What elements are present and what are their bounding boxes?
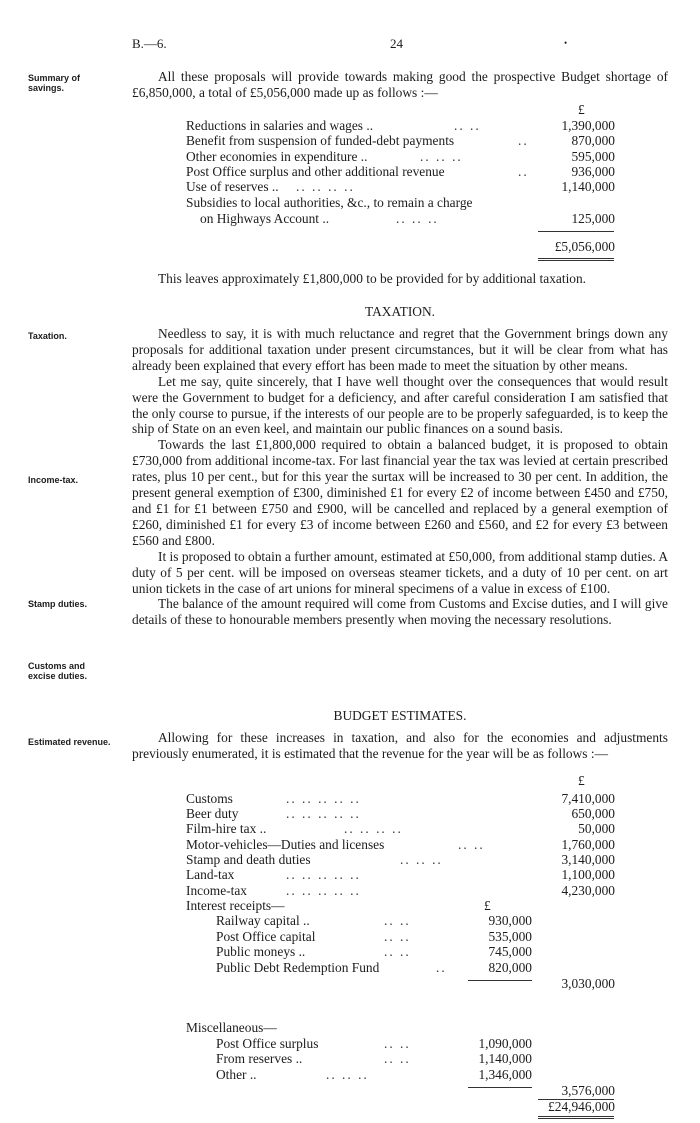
savings-unit: £: [578, 102, 585, 117]
misc-subtotal-rule: [468, 1087, 532, 1088]
paragraph-2: Let me say, quite sincerely, that I have well thought over the consequences that would result were the Government to budget for a deficiency, and after careful consideration I am satisfied that the only course to pursue, if the interests of our people are to be properly safeguarded, is to keep the ship of State on an even keel, and maintain our public finances on a sound basis.: [132, 373, 668, 437]
leaves-section: [132, 271, 668, 287]
interest-label: Interest receipts—: [186, 898, 285, 913]
savings-subtotal-rule: [538, 231, 614, 232]
margin-note-summary: Summary of savings.: [28, 73, 81, 93]
document-page: B.—6. 24 • Summary of savings. Taxation. Income-tax. Stamp duties. Customs and excise duties. Estimated revenue. All these proposals will provide towards making good the prospective Budget shortage of £6,850,000, a total of £5,056,000 made up as follows :— £ Reductions in salaries and wages .. .. .. 1,390,000 Benefit from suspension of funded-debt payments .. 870,000 Other economies in expenditure .. .. .. .. 595,000 Post Office surplus and other additional revenue .. 936,000 Use of reserves .. .. .. .. .. 1,140,000 Subsidies to local authorities, &c., to remain a charge on Highways Account .. .. .. .. 125,000 £5,056,000 This leaves approximately £1,800,000 to be provided for by additional taxation. TAXATION. Needless to say, it is with much reluctance and regret that the Government brings down any proposals for additional taxation under present circumstances, but it will be clear from what has already been explained that every effort has been made to meet the situation by other means. Let me say, quite sincerely, that I have well thought over the consequences that would result were the Government to budget for a deficiency, and after careful consideration I am satisfied that the only course to pursue, if the interests of our people are to be properly safeguarded, is to keep the ship of State on an even keel, and maintain our public finances on a sound basis. Towards the last £1,800,000 required to obtain a balanced budget, it is proposed to obtain £730,000 from additional income-tax. For last financial year the tax was levied at certain prescribed rates, plus 10 per cent., but for this year the surtax will be increased to 30 per cent. In addition, the present general exemption of £300, diminished £1 for every £2 of income between £450 and £750, and £1 for £1 between £750 and £900, will be cancelled and replaced by a general exemption of £260, diminished £1 for every £3 of income between £260 and £560, and £2 for every £3 between £560 and £800. It is proposed to obtain a further amount, estimated at £50,000, from additional stamp duties. A duty of 5 per cent. will be imposed on overseas steamer tickets, and a duty of 10 per cent. on art union tickets in the case of art unions for mineral specimens of a value in excess of £100. The balance of the amount required will come from Customs and Excise duties, and I will give details of these to honourable members presently when moving the necessary resolutions. BUDGET ESTIMATES. Allowing for these increases in taxation, and also for the economies and adjustments previously enumerated, it is estimated that the revenue for the year will be as follows :— £ Customs .. .. .. .. .. 7,410,000 Beer duty .. .. .. .. .. 650,000 Film-hire tax .. .. .. .. .. 50,000 Motor-vehicles—Duties and licenses .. .. 1,760,000 Stamp and death duties .. .. .. 3,140,000 Land-tax .. .. .. .. .. 1,100,000 Income-tax .. .. .. .. .. 4,230,000 Interest receipts— £ Railway capital .. .. .. 930,000 Post Office capital .. .. 535,000 Public moneys .. .. .. 745,000 Public Debt Redemption Fund .. 820,000 3,030,000 Miscellaneous— Post Office surplus .. .. 1,090,000 From reserves .. .. .. 1,140,000 Other .. .. .. .. 1,346,000 3,576,000 £24,946,000: [0, 0, 700, 1123]
document-reference: B.—6.: [132, 36, 167, 51]
paragraph-1: Needless to say, it is with much reluctance and regret that the Government brings down any proposals for additional taxation under present circumstances, but it will be clear from what has already been explained that every effort has been made to meet the situation by other means.: [132, 326, 668, 373]
taxation-body: [132, 326, 668, 628]
margin-note-taxation: Taxation.: [28, 331, 67, 341]
margin-note-income-tax: Income-tax.: [28, 475, 79, 485]
revenue-total-rule: [538, 1116, 614, 1119]
revenue-total: £24,946,000: [548, 1099, 615, 1114]
misc-subtotal: 3,576,000: [561, 1083, 615, 1098]
interest-unit: £: [484, 898, 491, 913]
intro-section: [132, 69, 668, 101]
savings-total-rule: [538, 258, 614, 261]
taxation-heading: TAXATION.: [365, 304, 435, 319]
misc-label: Miscellaneous—: [186, 1020, 277, 1035]
interest-subtotal-rule: [468, 980, 532, 981]
margin-note-customs: Customs and excise duties.: [28, 661, 88, 681]
interest-subtotal: 3,030,000: [561, 976, 615, 991]
budget-intro-section: [132, 730, 668, 762]
margin-note-stamp-duties: Stamp duties.: [28, 599, 88, 609]
intro-paragraph: All these proposals will provide towards making good the prospective Budget shortage of £6,850,000, a total of £5,056,000 made up as follows :—: [132, 69, 668, 100]
savings-total: £5,056,000: [554, 239, 615, 254]
budget-intro: Allowing for these increases in taxation, and also for the economies and adjustments previously enumerated, it is estimated that the revenue for the year will be as follows :—: [132, 730, 668, 761]
revenue-unit: £: [578, 773, 585, 788]
leaves-paragraph: This leaves approximately £1,800,000 to be provided for by additional taxation.: [158, 271, 587, 286]
page-number: 24: [390, 36, 403, 51]
budget-heading: BUDGET ESTIMATES.: [333, 708, 467, 723]
paragraph-3: Towards the last £1,800,000 required to obtain a balanced budget, it is proposed to obtain £730,000 from additional income-tax. For last financial year the tax was levied at certain prescribed rates, plus 10 per cent., but for this year the surtax will be increased to 30 per cent. In addition, the present general exemption of £300, diminished £1 for every £2 of income between £450 and £750, and £1 for £1 between £750 and £900, will be cancelled and replaced by a general exemption of £260, diminished £1 for every £3 of income between £260 and £560, and £2 for every £3 between £560 and £800.: [132, 437, 668, 548]
margin-note-estimated-revenue: Estimated revenue.: [28, 737, 111, 747]
print-mark: •: [564, 38, 568, 48]
paragraph-5: The balance of the amount required will come from Customs and Excise duties, and I will give details of these to honourable members presently when moving the necessary resolutions.: [132, 596, 668, 628]
paragraph-4: It is proposed to obtain a further amount, estimated at £50,000, from additional stamp duties. A duty of 5 per cent. will be imposed on overseas steamer tickets, and a duty of 10 per cent. on art union tickets in the case of art unions for mineral specimens of a value in excess of £100.: [132, 548, 668, 596]
